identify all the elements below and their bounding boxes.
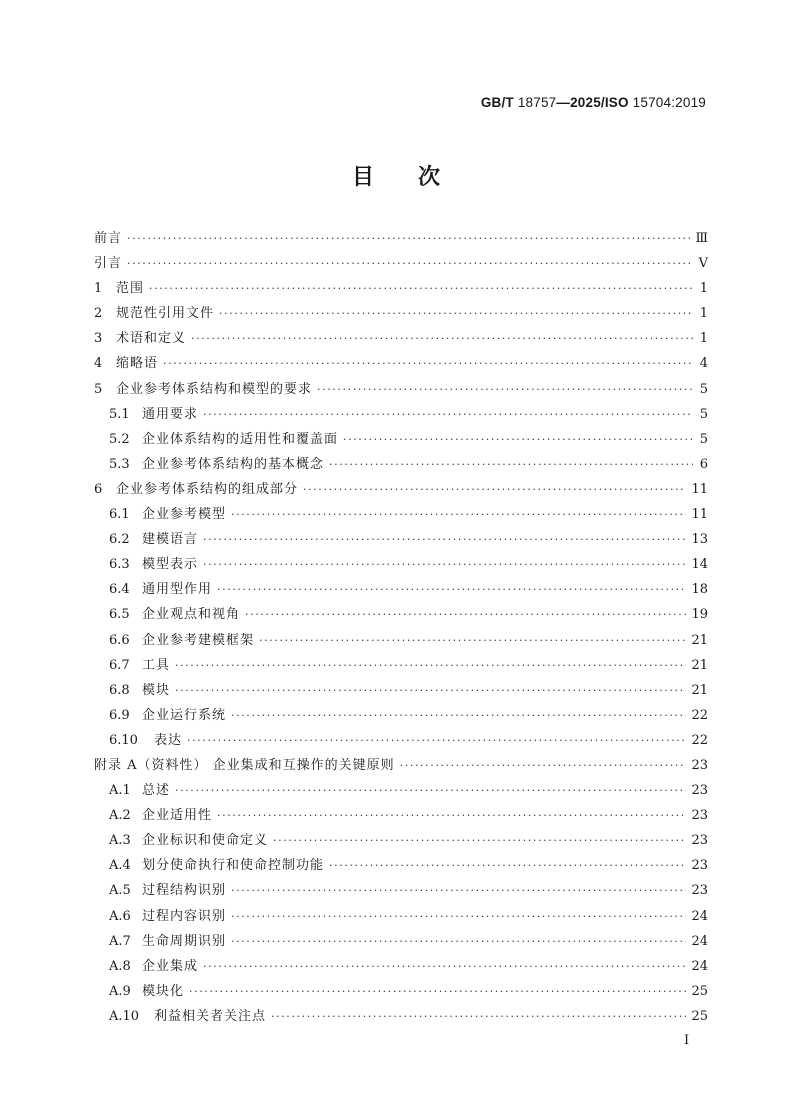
toc-entry-number: 5.2 bbox=[109, 431, 130, 447]
toc-entry-page: 23 bbox=[691, 858, 708, 874]
toc-entry-label: 表达 bbox=[154, 732, 183, 748]
toc-entry-number: A.1 bbox=[109, 783, 131, 799]
dot-leader bbox=[149, 276, 693, 301]
toc-entry-number: 5.1 bbox=[109, 406, 130, 422]
toc-entry-number: A.2 bbox=[109, 808, 131, 824]
toc-entry-number: A.3 bbox=[109, 833, 131, 849]
dot-leader bbox=[231, 703, 686, 728]
toc-entry-label: 建模语言 bbox=[142, 532, 199, 548]
toc-entry-page: 5 bbox=[699, 431, 708, 447]
toc-entry-page: 5 bbox=[699, 381, 708, 397]
toc-entry-number: 3 bbox=[94, 331, 103, 347]
std-code-iso-number: 15704:2019 bbox=[628, 95, 706, 110]
toc-entry-number: 4 bbox=[94, 356, 103, 372]
toc-title: 目次 bbox=[351, 165, 484, 190]
toc-entry-label: 企业参考体系结构和模型的要求 bbox=[116, 381, 313, 397]
toc-entry[interactable] bbox=[94, 954, 708, 979]
toc-entry-page: 14 bbox=[691, 557, 708, 573]
toc-entry[interactable] bbox=[94, 778, 708, 803]
toc-entry-label: 企业运行系统 bbox=[142, 707, 227, 723]
dot-leader bbox=[187, 728, 686, 753]
toc-entry-page: 1 bbox=[699, 281, 708, 297]
toc-entry-page: 22 bbox=[691, 707, 708, 723]
dot-leader bbox=[273, 828, 686, 853]
toc-entry-number: 6.5 bbox=[109, 607, 130, 623]
toc-entry[interactable] bbox=[94, 452, 708, 477]
toc-entry[interactable] bbox=[94, 653, 708, 678]
dot-leader bbox=[175, 678, 686, 703]
dot-leader bbox=[231, 904, 686, 929]
toc-entry-page: 5 bbox=[699, 406, 708, 422]
toc-entry-page: 6 bbox=[699, 456, 708, 472]
toc-entry-label: 通用要求 bbox=[142, 406, 199, 422]
toc-entry-page: Ⅲ bbox=[695, 231, 708, 246]
std-code-iso: ISO bbox=[604, 95, 629, 110]
toc-entry-label: 企业观点和视角 bbox=[142, 607, 241, 623]
toc-entry-number: 6.3 bbox=[109, 557, 130, 573]
toc-entry[interactable] bbox=[94, 326, 708, 351]
toc-entry-number: A.4 bbox=[109, 858, 131, 874]
toc-entry-number: 6.4 bbox=[109, 582, 130, 598]
toc-entry[interactable] bbox=[94, 1004, 708, 1029]
toc-entry-label: 企业体系结构的适用性和覆盖面 bbox=[142, 431, 339, 447]
toc-entry-label: 企业适用性 bbox=[142, 808, 213, 824]
toc-entry[interactable] bbox=[94, 527, 708, 552]
toc-entry-label: 总述 bbox=[142, 783, 171, 799]
toc-entry[interactable] bbox=[94, 628, 708, 653]
toc-entry[interactable] bbox=[94, 878, 708, 903]
toc-entry[interactable] bbox=[94, 377, 708, 402]
toc-entry-page: 1 bbox=[699, 306, 708, 322]
toc-entry[interactable] bbox=[94, 477, 708, 502]
toc-entry-number: 6.1 bbox=[109, 507, 130, 523]
toc-entry-label: 过程结构识别 bbox=[142, 883, 227, 899]
toc-entry-page: 22 bbox=[691, 732, 708, 748]
toc-entry[interactable] bbox=[94, 853, 708, 878]
toc-entry-number: A.5 bbox=[109, 883, 131, 899]
toc-entry-page: 23 bbox=[691, 808, 708, 824]
toc-entry[interactable] bbox=[94, 276, 708, 301]
toc-entry-number: 5 bbox=[94, 381, 103, 397]
page-folio: Ⅰ bbox=[684, 1033, 690, 1048]
toc-entry-label: 前言 bbox=[94, 231, 123, 246]
toc-entry[interactable] bbox=[94, 577, 708, 602]
toc-entry-label: 企业集成 bbox=[142, 958, 199, 974]
toc-entry[interactable] bbox=[94, 427, 708, 452]
dot-leader bbox=[271, 1004, 686, 1029]
toc-entry-number: A.6 bbox=[109, 908, 131, 924]
toc-entry-label: 企业参考体系结构的组成部分 bbox=[116, 481, 299, 497]
dot-leader bbox=[231, 502, 686, 527]
toc-entry-number: 6.10 bbox=[109, 732, 138, 748]
toc-entry-number: 6.8 bbox=[109, 682, 130, 698]
toc-entry[interactable] bbox=[94, 904, 708, 929]
toc-entry-page: 23 bbox=[691, 833, 708, 849]
toc-entry-page: 23 bbox=[691, 883, 708, 899]
toc-entry-page: 21 bbox=[691, 682, 708, 698]
dot-leader bbox=[245, 602, 686, 627]
toc-entry[interactable] bbox=[94, 251, 708, 276]
toc-entry-page: 13 bbox=[691, 532, 708, 548]
toc-entry[interactable] bbox=[94, 502, 708, 527]
toc-entry-label: 模块化 bbox=[142, 983, 185, 999]
dot-leader bbox=[217, 803, 686, 828]
toc-entry-page: 24 bbox=[691, 908, 708, 924]
toc-entry-number: 6.7 bbox=[109, 657, 130, 673]
toc-entry-number: 6.9 bbox=[109, 707, 130, 723]
toc-entry[interactable] bbox=[94, 828, 708, 853]
toc-entry-page: 21 bbox=[691, 657, 708, 673]
toc-entry[interactable] bbox=[94, 979, 708, 1004]
toc-entry-label: 范围 bbox=[116, 281, 145, 297]
toc-entry[interactable] bbox=[94, 351, 708, 376]
toc-entry-page: Ⅴ bbox=[698, 256, 708, 272]
dot-leader bbox=[203, 552, 686, 577]
toc-entry-number: 6.2 bbox=[109, 532, 130, 548]
dot-leader bbox=[231, 878, 686, 903]
toc-entry[interactable] bbox=[94, 929, 708, 954]
dot-leader bbox=[303, 477, 686, 502]
toc-entry-label: 过程内容识别 bbox=[142, 908, 227, 924]
dot-leader bbox=[203, 954, 686, 979]
toc-entry-label: 工具 bbox=[142, 657, 171, 673]
dot-leader bbox=[343, 427, 693, 452]
toc-entry[interactable] bbox=[94, 803, 708, 828]
toc-entry-number: A.9 bbox=[109, 983, 131, 999]
toc-entry-page: 18 bbox=[691, 582, 708, 598]
toc-entry[interactable] bbox=[94, 602, 708, 627]
dot-leader bbox=[203, 402, 693, 427]
toc-entry-label: 利益相关者关注点 bbox=[154, 1008, 267, 1024]
toc-entry-number: A.8 bbox=[109, 958, 131, 974]
toc-entry-number: 5.3 bbox=[109, 456, 130, 472]
toc-entry-label: 企业标识和使命定义 bbox=[142, 833, 269, 849]
toc-entry[interactable] bbox=[94, 402, 708, 427]
toc-entry-page: 23 bbox=[691, 783, 708, 799]
dot-leader bbox=[400, 753, 687, 778]
toc-entry-number: 6 bbox=[94, 481, 103, 497]
toc-entry[interactable] bbox=[94, 301, 708, 326]
dot-leader bbox=[189, 979, 686, 1004]
toc-entry-page: 4 bbox=[699, 356, 708, 372]
dot-leader bbox=[191, 326, 693, 351]
standard-identifier bbox=[481, 95, 706, 110]
toc-entry-number: 2 bbox=[94, 306, 103, 322]
toc-entry-label: 生命周期识别 bbox=[142, 933, 227, 949]
toc-entry-page: 25 bbox=[691, 1008, 708, 1024]
std-code-gbt: GB/T bbox=[480, 95, 514, 110]
toc-entry-page: 25 bbox=[691, 983, 708, 999]
toc-entry-number: 1 bbox=[94, 281, 103, 297]
toc-entry-label: 企业参考体系结构的基本概念 bbox=[142, 456, 325, 472]
toc-entry-label: 模型表示 bbox=[142, 557, 199, 573]
dot-leader bbox=[175, 653, 686, 678]
toc-entry-page: 21 bbox=[691, 632, 708, 648]
dot-leader bbox=[127, 251, 693, 276]
dot-leader bbox=[217, 577, 686, 602]
toc-entry-label: 缩略语 bbox=[116, 356, 159, 372]
toc-entry-number: A.10 bbox=[109, 1008, 140, 1024]
dot-leader bbox=[127, 226, 690, 251]
dot-leader bbox=[163, 351, 693, 376]
toc-entry-label: 企业参考模型 bbox=[142, 507, 227, 523]
std-code-number: 18757 bbox=[513, 95, 557, 110]
dot-leader bbox=[329, 452, 693, 477]
dot-leader bbox=[259, 628, 686, 653]
toc-entry[interactable] bbox=[94, 703, 708, 728]
toc-entry[interactable] bbox=[94, 753, 708, 778]
toc-entry-page: 11 bbox=[691, 507, 708, 523]
dot-leader bbox=[175, 778, 686, 803]
dot-leader bbox=[219, 301, 693, 326]
toc-entry-page: 24 bbox=[691, 933, 708, 949]
toc-entry-page: 1 bbox=[699, 331, 708, 347]
std-code-dash: —2025/ bbox=[556, 95, 605, 110]
table-of-contents bbox=[94, 226, 708, 1029]
toc-entry-label: 划分使命执行和使命控制功能 bbox=[142, 858, 325, 874]
toc-entry-label: 规范性引用文件 bbox=[116, 306, 215, 322]
dot-leader bbox=[317, 377, 693, 402]
toc-entry-label: 引言 bbox=[94, 256, 123, 272]
toc-entry-label: 通用型作用 bbox=[142, 582, 213, 598]
toc-entry[interactable] bbox=[94, 226, 708, 251]
toc-entry-label: 企业参考建模框架 bbox=[142, 632, 255, 648]
toc-entry-page: 23 bbox=[691, 757, 708, 773]
toc-entry-label: 附录 A（资料性） 企业集成和互操作的关键原则 bbox=[94, 757, 395, 773]
toc-entry-page: 11 bbox=[691, 481, 708, 497]
dot-leader bbox=[231, 929, 686, 954]
toc-entry-page: 24 bbox=[691, 958, 708, 974]
dot-leader bbox=[329, 853, 686, 878]
toc-entry-page: 19 bbox=[691, 607, 708, 623]
toc-entry-number: 6.6 bbox=[109, 632, 130, 648]
toc-entry-label: 模块 bbox=[142, 682, 171, 698]
toc-entry[interactable] bbox=[94, 552, 708, 577]
toc-entry[interactable] bbox=[94, 728, 708, 753]
dot-leader bbox=[203, 527, 686, 552]
toc-entry[interactable] bbox=[94, 678, 708, 703]
toc-entry-number: A.7 bbox=[109, 933, 131, 949]
toc-entry-label: 术语和定义 bbox=[116, 331, 187, 347]
